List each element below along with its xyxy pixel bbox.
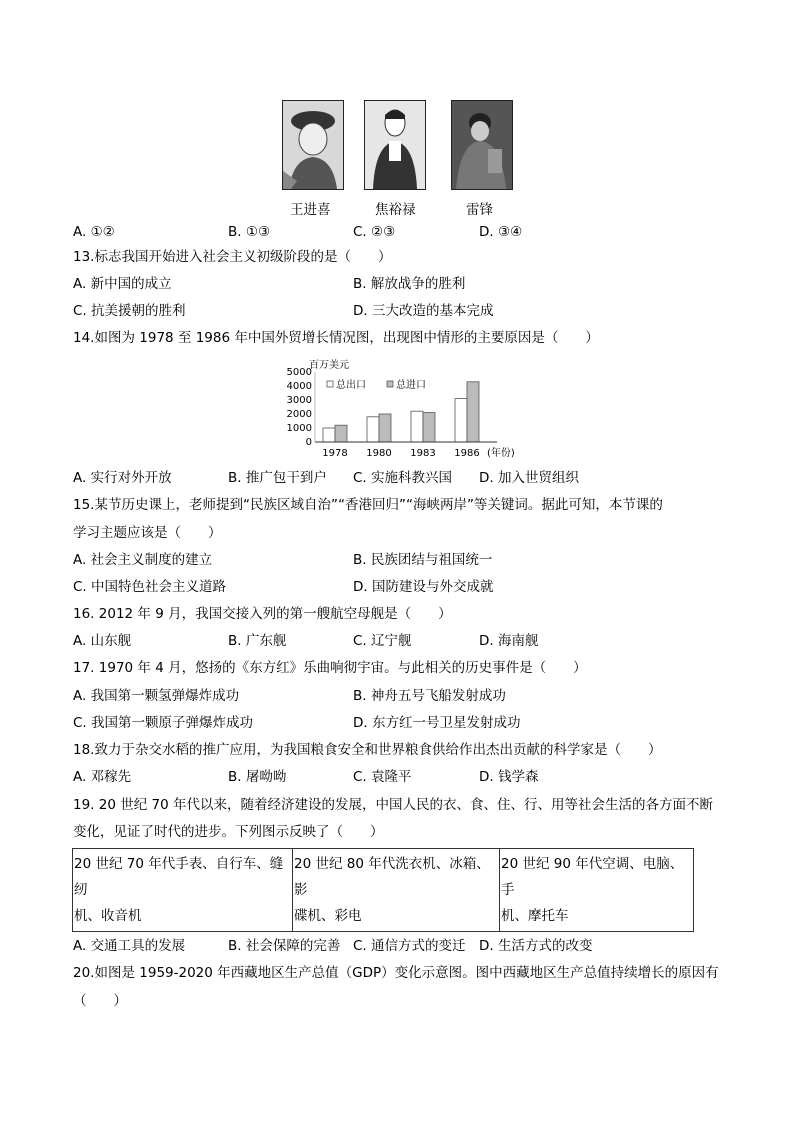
- q14-option-c[interactable]: C. 实施科教兴国: [353, 470, 453, 486]
- portrait-worker-icon: [283, 101, 343, 189]
- table-cell-line: 20 世纪 80 年代洗衣机、冰箱、影: [294, 856, 490, 898]
- chart-x-tick-label: 1978: [322, 448, 348, 459]
- q20-stem-line2: （ ）: [73, 993, 127, 1009]
- q18-option-d[interactable]: D. 钱学森: [479, 769, 539, 785]
- photo-jiao-yulu: [364, 100, 426, 190]
- q12-option-a[interactable]: A. ①②: [73, 224, 115, 240]
- photo-caption-1: 王进喜: [290, 202, 331, 218]
- q18-option-c[interactable]: C. 袁隆平: [353, 769, 412, 785]
- q17-option-b[interactable]: B. 神舟五号飞船发射成功: [353, 688, 506, 704]
- q12-option-b[interactable]: B. ①③: [228, 224, 271, 240]
- q18-stem: 18.致力于杂交水稻的推广应用，为我国粮食安全和世界粮食供给作出杰出贡献的科学家是（ ）: [73, 742, 662, 758]
- q15-option-c[interactable]: C. 中国特色社会主义道路: [73, 579, 227, 595]
- q17-option-a[interactable]: A. 我国第一颗氢弹爆炸成功: [73, 688, 240, 704]
- table-cell-90s: [500, 849, 694, 932]
- chart-legend-label: 总出口: [336, 380, 366, 391]
- chart-bar: [367, 417, 379, 442]
- q14-option-d[interactable]: D. 加入世贸组织: [479, 470, 579, 486]
- photo-lei-feng: [451, 100, 513, 190]
- portrait-soldier-icon: [452, 101, 512, 189]
- q13-option-b[interactable]: B. 解放战争的胜利: [353, 276, 466, 292]
- q19-stem-line1: 19. 20 世纪 70 年代以来，随着经济建设的发展，中国人民的衣、食、住、行、用等社会生活的各方面不断: [73, 797, 713, 813]
- q19-option-b[interactable]: B. 社会保障的完善: [228, 938, 341, 954]
- q17-option-d[interactable]: D. 东方红一号卫星发射成功: [353, 715, 521, 731]
- table-row: [73, 849, 694, 932]
- q16-option-b[interactable]: B. 广东舰: [228, 633, 287, 649]
- photo-caption-3: 雷锋: [466, 202, 493, 218]
- q15-option-b[interactable]: B. 民族团结与祖国统一: [353, 552, 493, 568]
- portrait-cadre-icon: [365, 101, 425, 189]
- chart-bar: [411, 411, 423, 442]
- chart-y-tick-label: 2000: [286, 409, 312, 420]
- q19-option-a[interactable]: A. 交通工具的发展: [73, 938, 186, 954]
- chart-bar: [323, 428, 335, 442]
- chart-bar: [467, 382, 479, 442]
- q14-stem: 14.如图为 1978 至 1986 年中国外贸增长情况图，出现图中情形的主要原因是（ ）: [73, 330, 599, 346]
- table-cell-70s: [73, 849, 293, 932]
- chart-bar: [379, 414, 391, 442]
- q15-option-a[interactable]: A. 社会主义制度的建立: [73, 552, 213, 568]
- chart-x-unit: (年份): [487, 448, 515, 459]
- q19-table: [72, 848, 694, 932]
- q19-option-c[interactable]: C. 通信方式的变迁: [353, 938, 466, 954]
- table-cell-line: 碟机、彩电: [294, 908, 362, 924]
- chart-legend-swatch: [327, 381, 333, 387]
- q13-option-c[interactable]: C. 抗美援朝的胜利: [73, 303, 186, 319]
- q14-option-a[interactable]: A. 实行对外开放: [73, 470, 172, 486]
- chart-bar: [455, 399, 467, 442]
- chart-ylabel: 百万美元: [309, 360, 349, 371]
- chart-x-tick-label: 1980: [366, 448, 392, 459]
- photo-wang-jinxi: [282, 100, 344, 190]
- table-cell-line: 20 世纪 90 年代空调、电脑、手: [501, 856, 684, 898]
- table-cell-line: 机、摩托车: [501, 908, 569, 924]
- q19-option-d[interactable]: D. 生活方式的改变: [479, 938, 593, 954]
- q13-option-a[interactable]: A. 新中国的成立: [73, 276, 172, 292]
- chart-y-tick-label: 3000: [286, 395, 312, 406]
- q14-option-b[interactable]: B. 推广包干到户: [228, 470, 327, 486]
- q16-stem: 16. 2012 年 9 月，我国交接入列的第一艘航空母舰是（ ）: [73, 606, 452, 622]
- q16-option-c[interactable]: C. 辽宁舰: [353, 633, 412, 649]
- q19-stem-line2: 变化，见证了时代的进步。下列图示反映了（ ）: [73, 824, 384, 840]
- chart-y-tick-label: 4000: [286, 381, 312, 392]
- chart-y-tick-label: 1000: [286, 423, 312, 434]
- chart-bar: [423, 413, 435, 442]
- q12-option-d[interactable]: D. ③④: [479, 224, 523, 240]
- q17-stem: 17. 1970 年 4 月，悠扬的《东方红》乐曲响彻宇宙。与此相关的历史事件是（ ）: [73, 660, 587, 676]
- table-cell-line: 20 世纪 70 年代手表、自行车、缝纫: [74, 856, 284, 898]
- chart-x-tick-label: 1986: [454, 448, 480, 459]
- table-cell-line: 机、收音机: [74, 908, 142, 924]
- q15-option-d[interactable]: D. 国防建设与外交成就: [353, 579, 494, 595]
- q20-stem-line1: 20.如图是 1959-2020 年西藏地区生产总值（GDP）变化示意图。图中西藏地区生产总值持续增长的原因有: [73, 965, 719, 981]
- q18-option-b[interactable]: B. 屠呦呦: [228, 769, 287, 785]
- q17-option-c[interactable]: C. 我国第一颗原子弹爆炸成功: [73, 715, 254, 731]
- chart-y-tick-label: 0: [305, 437, 312, 448]
- q13-option-d[interactable]: D. 三大改造的基本完成: [353, 303, 494, 319]
- q16-option-a[interactable]: A. 山东舰: [73, 633, 132, 649]
- photo-caption-2: 焦裕禄: [375, 202, 416, 218]
- q13-stem: 13.标志我国开始进入社会主义初级阶段的是（ ）: [73, 249, 392, 265]
- q18-option-a[interactable]: A. 邓稼先: [73, 769, 132, 785]
- q12-option-c[interactable]: C. ②③: [353, 224, 396, 240]
- q15-stem-line2: 学习主题应该是（ ）: [73, 525, 222, 541]
- chart-legend-swatch: [387, 381, 393, 387]
- q16-option-d[interactable]: D. 海南舰: [479, 633, 539, 649]
- q15-stem-line1: 15.某节历史课上，老师提到“民族区域自治”“香港回归”“海峡两岸”等关键词。据此可知，本节课的: [73, 497, 663, 513]
- chart-y-tick-label: 5000: [286, 367, 312, 378]
- trade-bar-chart: [285, 356, 535, 466]
- chart-legend-label: 总进口: [396, 380, 426, 391]
- table-cell-80s: [293, 849, 500, 932]
- chart-x-tick-label: 1983: [410, 448, 436, 459]
- chart-bar: [335, 425, 347, 442]
